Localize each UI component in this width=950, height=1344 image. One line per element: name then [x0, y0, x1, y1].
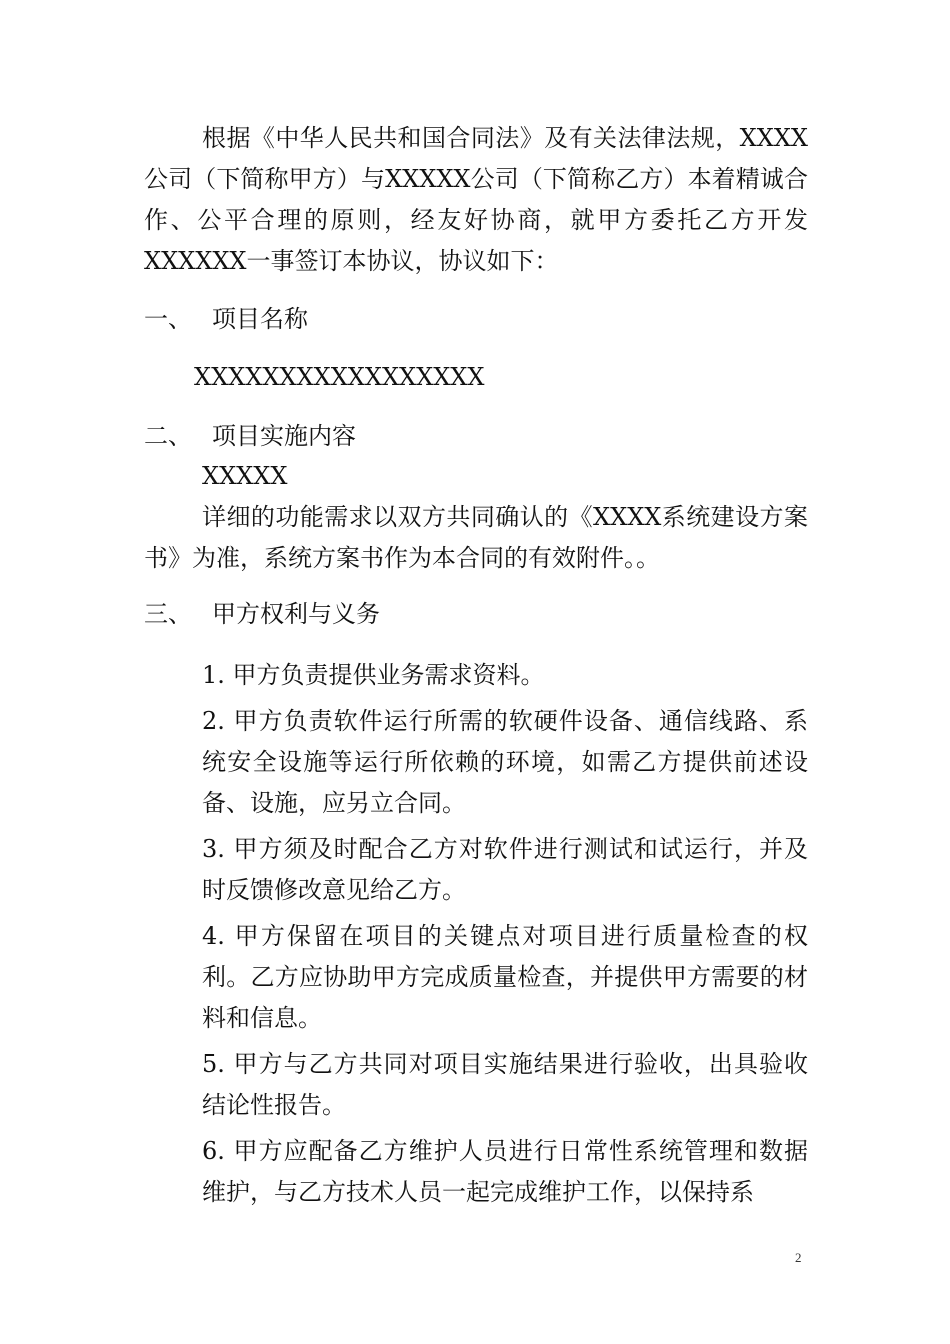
- implementation-content-value: XXXXX: [202, 462, 288, 490]
- party-a-obligations-list: [202, 655, 808, 1218]
- section-title-3: 甲方权利与义务: [212, 600, 380, 628]
- intro-paragraph: 根据《中华人民共和国合同法》及有关法律法规，XXXX公司（下简称甲方）与XXXXX公司（下简称乙方）本着精诚合作、公平合理的原则，经友好协商，就甲方委托乙方开发XXXXXX一事签订本协议，协议如下：: [144, 124, 808, 275]
- section-title-1: 项目名称: [212, 305, 308, 333]
- list-item: 3. 甲方须及时配合乙方对软件进行测试和试运行，并及时反馈修改意见给乙方。: [202, 835, 808, 904]
- section-heading-1: [144, 304, 308, 334]
- section-number-1: 一、: [144, 305, 192, 333]
- list-item: 1. 甲方负责提供业务需求资料。: [202, 661, 545, 689]
- implementation-detail-paragraph: 详细的功能需求以双方共同确认的《XXXX系统建设方案书》为准，系统方案书作为本合同的有效附件。。: [144, 503, 808, 572]
- list-item: 4. 甲方保留在项目的关键点对项目进行质量检查的权利。乙方应协助甲方完成质量检查，并提供甲方需要的材料和信息。: [202, 922, 808, 1032]
- project-name-value: XXXXXXXXXXXXXXXXX: [194, 363, 485, 391]
- list-item: 6. 甲方应配备乙方维护人员进行日常性系统管理和数据维护，与乙方技术人员一起完成维护工作，以保持系: [202, 1137, 808, 1206]
- list-item: 5. 甲方与乙方共同对项目实施结果进行验收，出具验收结论性报告。: [202, 1050, 808, 1119]
- section-heading-2: [144, 421, 356, 451]
- page-number: 2: [795, 1250, 802, 1265]
- section-title-2: 项目实施内容: [212, 422, 356, 450]
- section-number-2: 二、: [144, 422, 192, 450]
- list-item: 2. 甲方负责软件运行所需的软硬件设备、通信线路、系统安全设施等运行所依赖的环境，如需乙方提供前述设备、设施，应另立合同。: [202, 707, 808, 817]
- section-number-3: 三、: [144, 600, 192, 628]
- section-heading-3: [144, 599, 380, 629]
